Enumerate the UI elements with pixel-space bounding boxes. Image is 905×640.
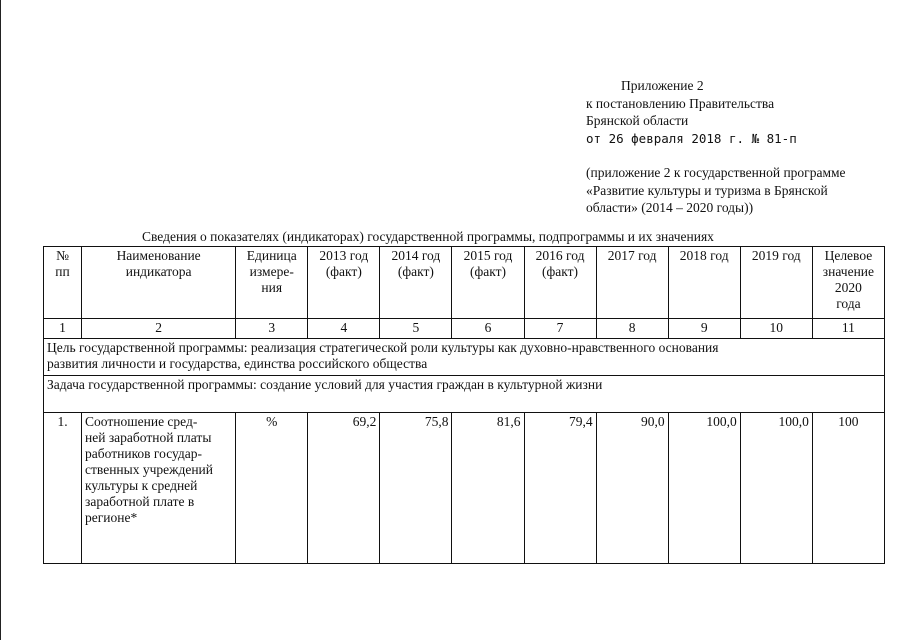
header-text: года — [836, 296, 861, 311]
program-goal-row — [44, 339, 885, 376]
value-cell-2015: 81,6 — [452, 413, 524, 564]
header-line-5: «Развитие культуры и туризма в Брянской — [586, 182, 828, 198]
indicator-name-line: культуры к средней — [85, 478, 198, 493]
column-number-cell: 3 — [236, 319, 308, 339]
header-line-3-date-number: от 26 февраля 2018 г. № 81-п — [586, 130, 797, 146]
column-number-cell: 9 — [668, 319, 740, 339]
indicator-name-line: работников государ- — [85, 446, 203, 461]
col-header-unit — [236, 247, 308, 319]
value-cell-2016: 79,4 — [524, 413, 596, 564]
header-text: 2020 — [834, 280, 862, 295]
program-goal-cell — [44, 339, 885, 376]
header-text: измере- — [249, 264, 294, 279]
indicator-name-line: ственных учреждений — [85, 462, 213, 477]
header-text: (факт) — [397, 264, 434, 279]
col-header-2019 — [740, 247, 812, 319]
value-cell-target-2020: 100 — [812, 413, 884, 564]
header-text: Единица — [246, 248, 297, 263]
header-line-4: (приложение 2 к государственной программе — [586, 165, 846, 180]
header-text: 2015 год — [463, 248, 513, 263]
header-text: (факт) — [469, 264, 506, 279]
value-cell-2018: 100,0 — [668, 413, 740, 564]
indicator-name-line: заработной плате в — [85, 494, 195, 509]
column-number-cell: 2 — [82, 319, 236, 339]
header-text: 2017 год — [607, 248, 657, 263]
unit-cell: % — [236, 413, 308, 564]
appendix-header — [586, 77, 896, 217]
column-number-cell: 4 — [308, 319, 380, 339]
program-task-cell: Задача государственной программы: создание условий для участия граждан в культурной жизни — [44, 376, 885, 413]
indicator-name-cell — [82, 413, 236, 564]
column-number-cell: 5 — [380, 319, 452, 339]
table-caption: Сведения о показателях (индикаторах) государственной программы, подпрограммы и их значениях — [142, 229, 714, 244]
indicator-name-line: ней заработной платы — [85, 430, 212, 445]
column-number-cell: 1 — [44, 319, 82, 339]
header-line-1: к постановлению Правительства — [586, 95, 775, 111]
header-text: 2019 год — [751, 248, 801, 263]
header-text: 2016 год — [535, 248, 585, 263]
col-header-num — [44, 247, 82, 319]
col-header-2018 — [668, 247, 740, 319]
indicator-name-line: регионе* — [85, 510, 138, 525]
goal-text-line: Цель государственной программы: реализация стратегической роли культуры как духовно-нравственного основания — [47, 340, 719, 355]
header-text: пп — [55, 264, 70, 279]
header-text: значение — [822, 264, 875, 279]
header-line-6: области» (2014 – 2020 годы)) — [586, 200, 754, 215]
header-text: 2014 год — [391, 248, 441, 263]
column-number-row — [44, 319, 885, 339]
value-cell-2019: 100,0 — [740, 413, 812, 564]
appendix-title: Приложение 2 — [621, 78, 704, 93]
table-row — [44, 413, 885, 564]
col-header-indicator — [82, 247, 236, 319]
col-header-2014 — [380, 247, 452, 319]
header-text: ния — [261, 280, 283, 295]
header-text: (факт) — [542, 264, 579, 279]
goal-text-line: развития личности и государства, единства российского общества — [47, 356, 428, 371]
header-text: 2013 год — [319, 248, 369, 263]
column-number-cell: 8 — [596, 319, 668, 339]
indicator-name-line: Соотношение сред- — [85, 414, 198, 429]
header-gap — [586, 147, 896, 164]
col-header-2015 — [452, 247, 524, 319]
col-header-2016 — [524, 247, 596, 319]
header-text: Целевое — [824, 248, 873, 263]
col-header-2017 — [596, 247, 668, 319]
page-left-edge-line — [0, 0, 1, 640]
value-cell-2014: 75,8 — [380, 413, 452, 564]
program-task-row — [44, 376, 885, 413]
header-text: № — [56, 248, 69, 263]
header-text: Наименование — [116, 248, 201, 263]
row-number-cell: 1. — [44, 413, 82, 564]
indicators-table — [43, 246, 885, 564]
table-header-row — [44, 247, 885, 319]
col-header-2013 — [308, 247, 380, 319]
header-text: индикатора — [125, 264, 192, 279]
header-line-2: Брянской области — [586, 113, 689, 128]
column-number-cell: 11 — [812, 319, 884, 339]
column-number-cell: 6 — [452, 319, 524, 339]
column-number-cell: 7 — [524, 319, 596, 339]
value-cell-2013: 69,2 — [308, 413, 380, 564]
col-header-target-2020 — [812, 247, 884, 319]
value-cell-2017: 90,0 — [596, 413, 668, 564]
column-number-cell: 10 — [740, 319, 812, 339]
header-text: (факт) — [325, 264, 362, 279]
header-text: 2018 год — [679, 248, 729, 263]
